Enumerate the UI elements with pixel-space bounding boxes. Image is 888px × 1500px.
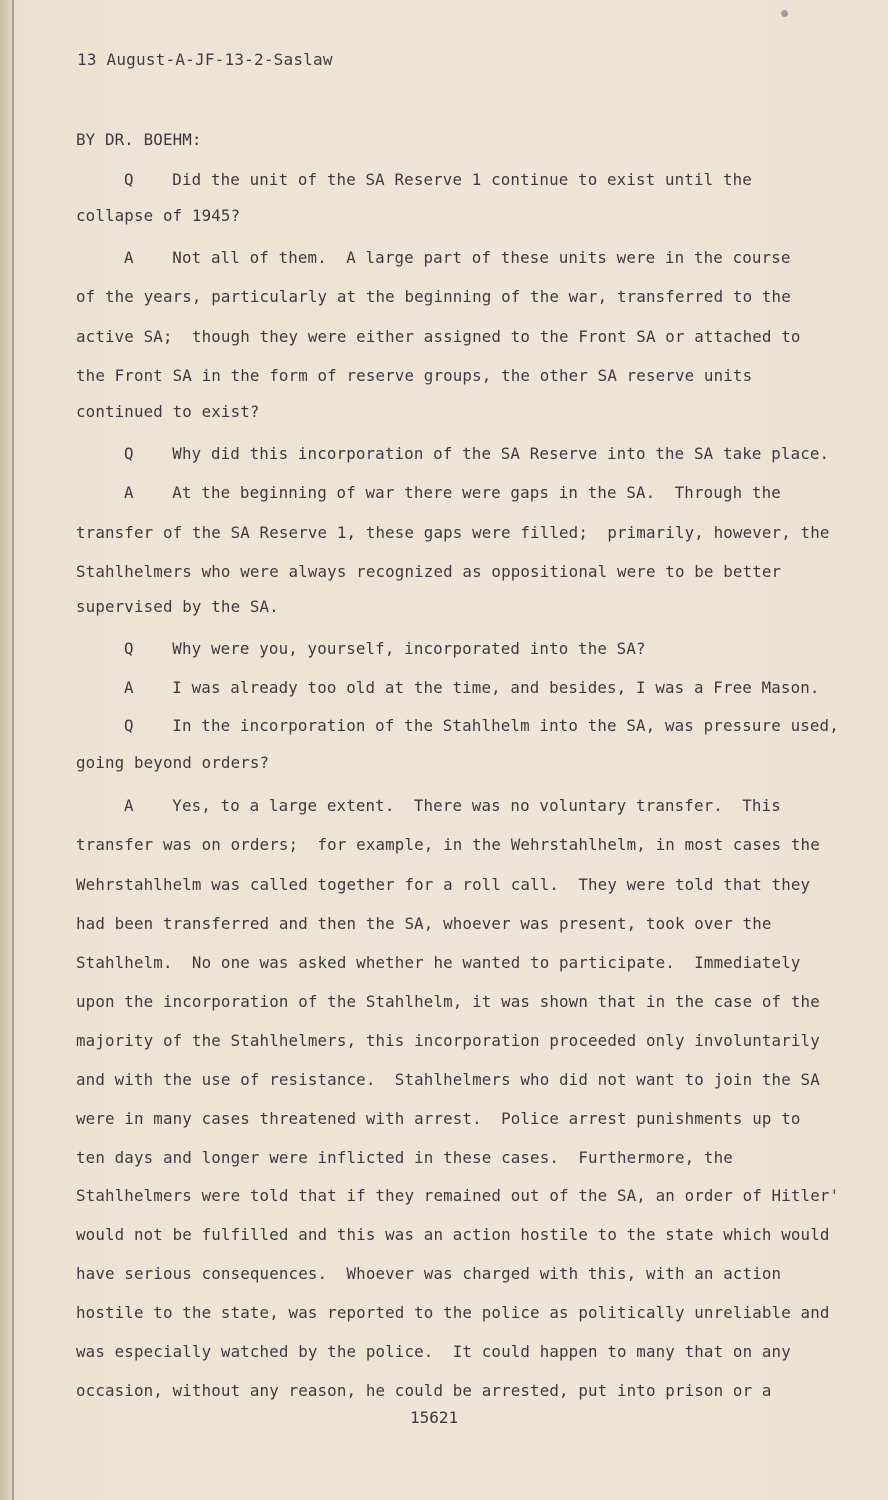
text-line: would not be fulfilled and this was an action hostile to the state which would	[76, 1225, 830, 1244]
text-line: of the years, particularly at the beginning of the war, transferred to the	[76, 287, 791, 306]
text-line: going beyond orders?	[76, 753, 270, 772]
text-line: Q In the incorporation of the Stahlhelm into the SA, was pressure used,	[124, 716, 839, 735]
text-line: ten days and longer were inflicted in these cases. Furthermore, the	[76, 1148, 733, 1167]
text-line: have serious consequences. Whoever was charged with this, with an action	[76, 1264, 782, 1283]
text-line: hostile to the state, was reported to the police as politically unreliable and	[76, 1303, 830, 1322]
text-line: upon the incorporation of the Stahlhelm, it was shown that in the case of the	[76, 992, 820, 1011]
text-line: transfer was on orders; for example, in the Wehrstahlhelm, in most cases the	[76, 835, 820, 854]
speaker-label: BY DR. BOEHM:	[76, 130, 202, 149]
text-line: A Not all of them. A large part of these units were in the course	[124, 248, 791, 267]
text-line: A Yes, to a large extent. There was no voluntary transfer. This	[124, 796, 781, 815]
text-line: transfer of the SA Reserve 1, these gaps were filled; primarily, however, the	[76, 523, 830, 542]
binding-line	[12, 0, 14, 1500]
text-line: active SA; though they were either assigned to the Front SA or attached to	[76, 327, 801, 346]
text-line: majority of the Stahlhelmers, this incorporation proceeded only involuntarily	[76, 1031, 820, 1050]
document-reference: 13 August-A-JF-13-2-Saslaw	[77, 50, 333, 69]
text-line: had been transferred and then the SA, whoever was present, took over the	[76, 914, 772, 933]
page-number: 15621	[410, 1408, 459, 1427]
text-line: were in many cases threatened with arrest. Police arrest punishments up to	[76, 1109, 801, 1128]
text-line: the Front SA in the form of reserve groups, the other SA reserve units	[76, 366, 753, 385]
text-line: occasion, without any reason, he could be arrested, put into prison or a	[76, 1381, 772, 1400]
text-line: Q Why did this incorporation of the SA Reserve into the SA take place.	[124, 444, 830, 463]
text-line: Stahlhelmers were told that if they remained out of the SA, an order of Hitler'	[76, 1186, 840, 1205]
text-line: continued to exist?	[76, 402, 260, 421]
text-line: Wehrstahlhelm was called together for a roll call. They were told that they	[76, 875, 811, 894]
text-line: collapse of 1945?	[76, 206, 241, 225]
text-line: Q Did the unit of the SA Reserve 1 continue to exist until the	[124, 170, 752, 189]
text-line: A I was already too old at the time, and besides, I was a Free Mason.	[124, 678, 820, 697]
text-line: and with the use of resistance. Stahlhelmers who did not want to join the SA	[76, 1070, 820, 1089]
text-line: A At the beginning of war there were gaps in the SA. Through the	[124, 483, 781, 502]
text-line: Q Why were you, yourself, incorporated into the SA?	[124, 639, 646, 658]
text-line: Stahlhelm. No one was asked whether he wanted to participate. Immediately	[76, 953, 801, 972]
text-line: supervised by the SA.	[76, 597, 279, 616]
punch-hole-mark	[781, 10, 788, 17]
text-line: was especially watched by the police. It could happen to many that on any	[76, 1342, 791, 1361]
text-line: Stahlhelmers who were always recognized as oppositional were to be better	[76, 562, 782, 581]
